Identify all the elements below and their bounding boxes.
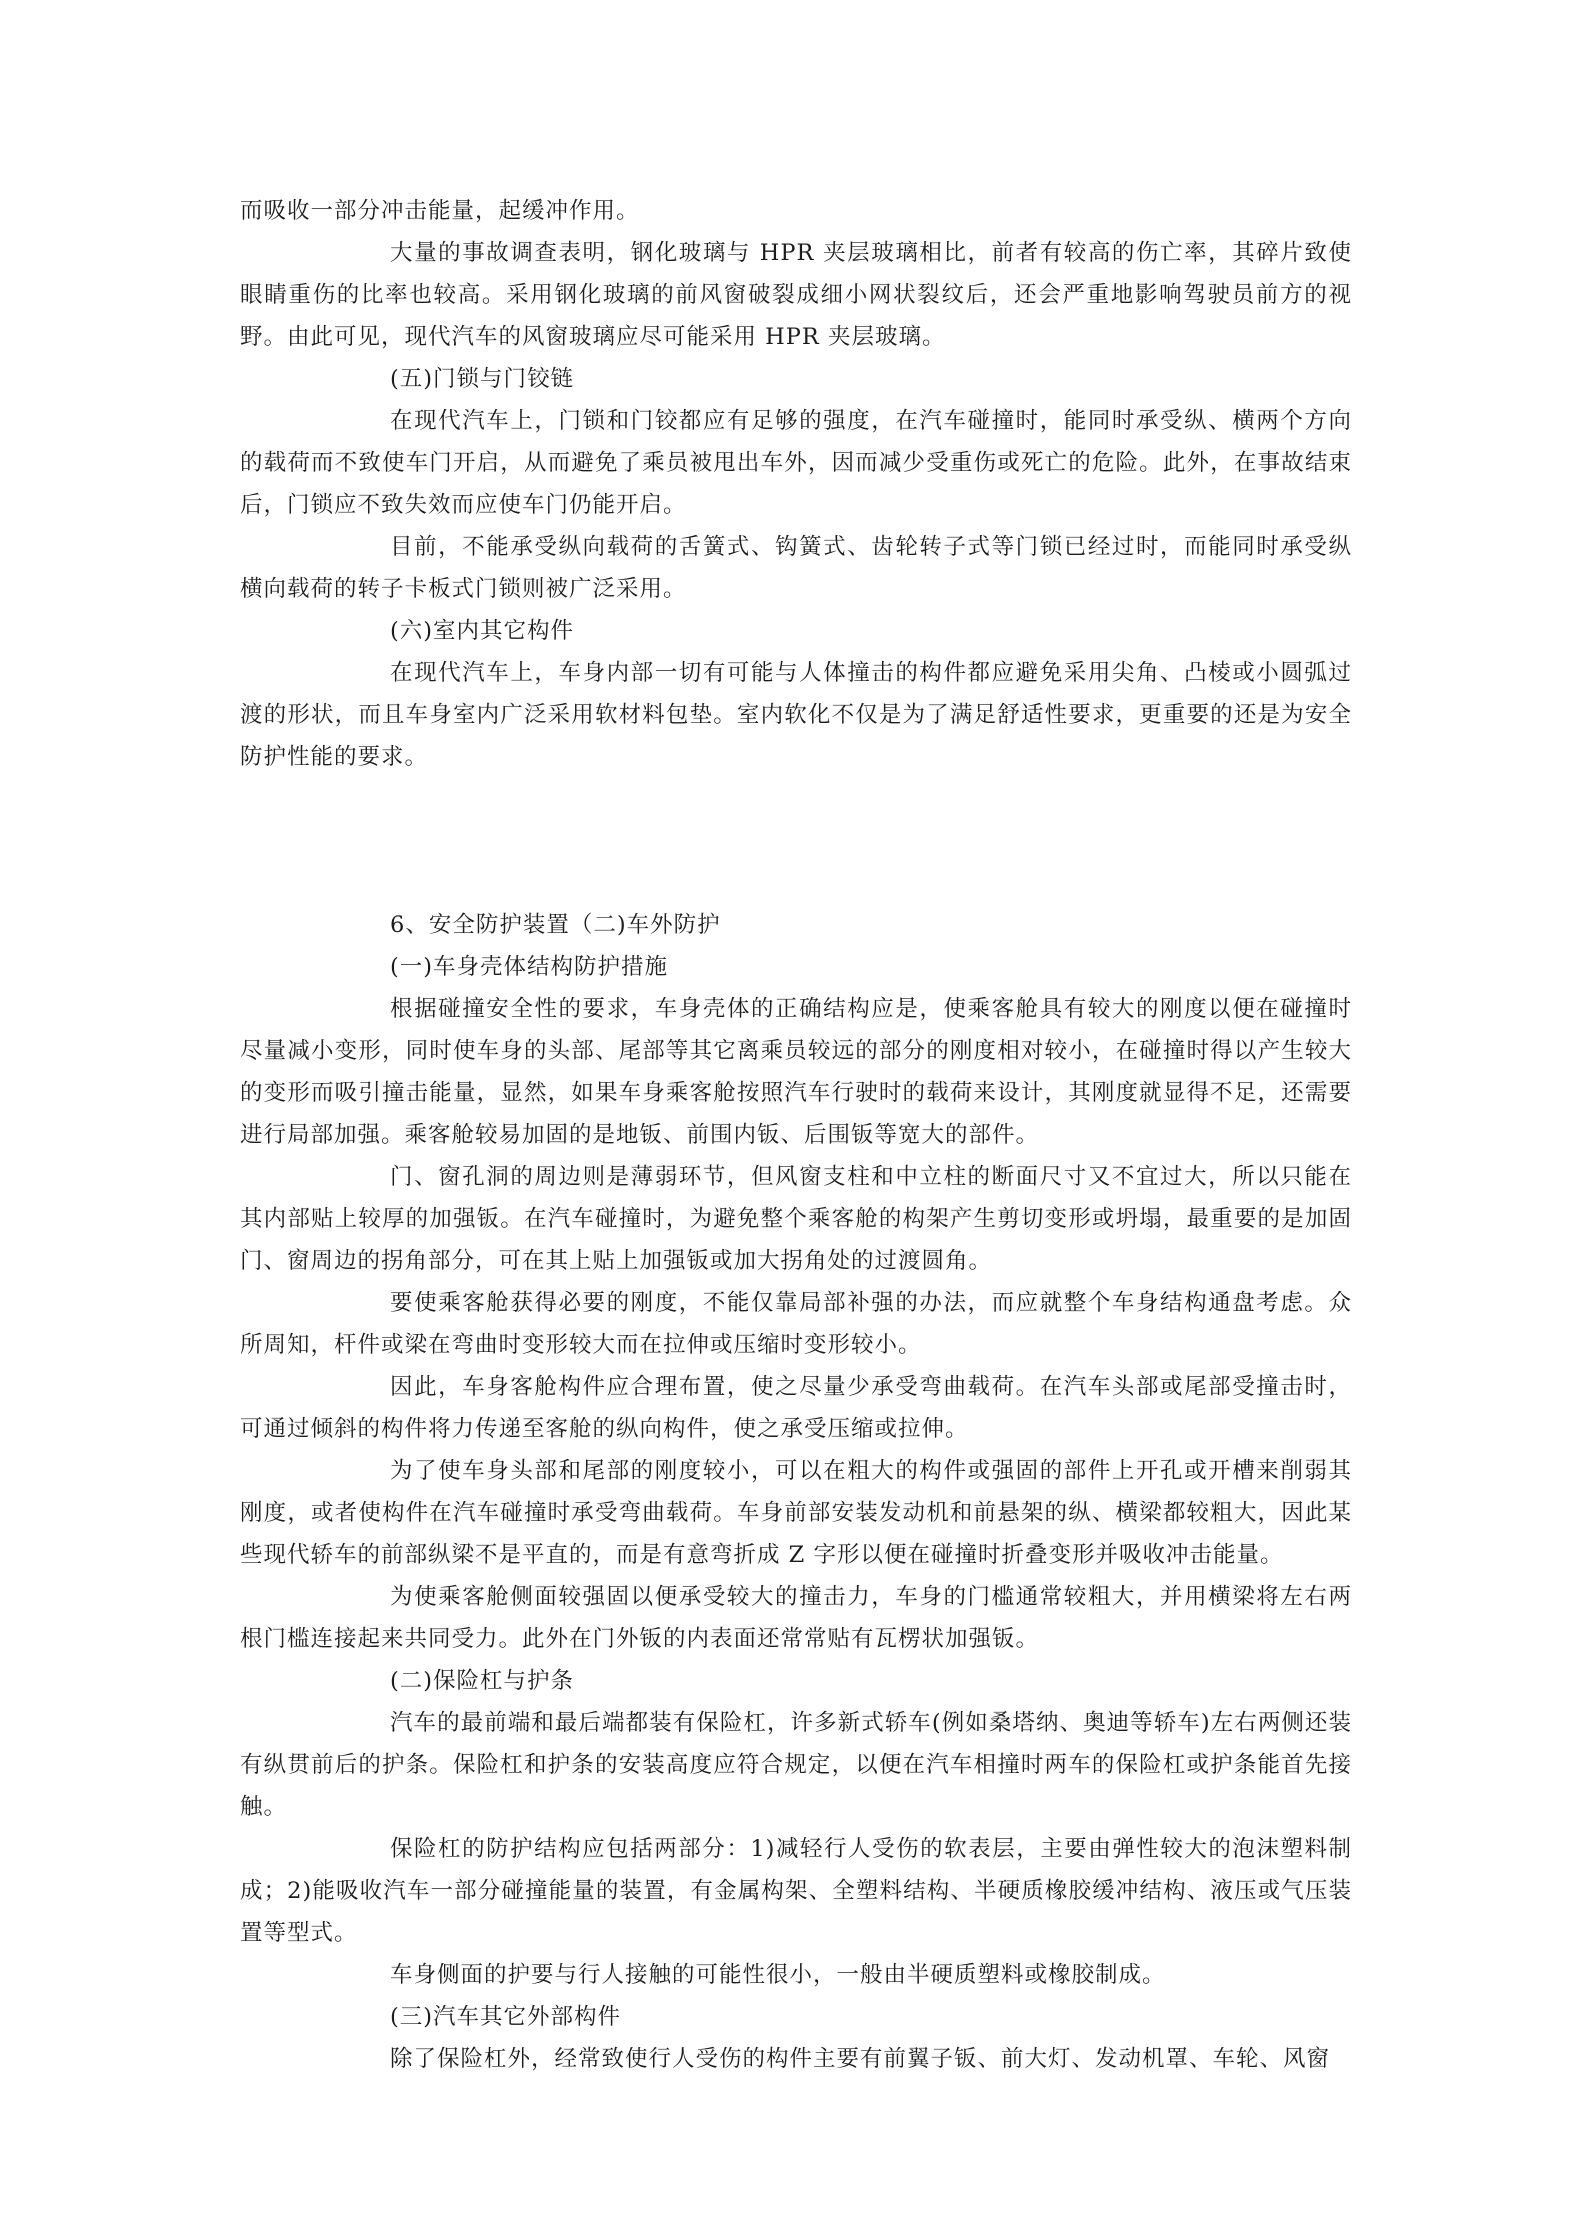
paragraph-cabin-rigidity: 要使乘客舱获得必要的刚度，不能仅靠局部补强的办法，而应就整个车身结构通盘考虑。众所周知，杆件或梁在弯曲时变形较大而在拉伸或压缩时变形较小。 (240, 1290, 1352, 1358)
paragraph-member-layout: 因此，车身客舱构件应合理布置，使之尽量少承受弯曲载荷。在汽车头部或尾部受撞击时，可通过倾斜的构件将力传递至客舱的纵向构件，使之承受压缩或拉伸。 (240, 1374, 1352, 1442)
paragraph-interior-parts: 在现代汽车上，车身内部一切有可能与人体撞击的构件都应避免采用尖角、凸棱或小圆弧过渡的形状，而且车身室内广泛采用软材料包垫。室内软化不仅是为了满足舒适性要求，更重要的还是为安全防护性能的要求。 (240, 660, 1352, 770)
paragraph-continuation: 而吸收一部分冲击能量，起缓冲作用。 (240, 198, 640, 224)
document-body (240, 190, 1352, 2080)
paragraph-door-window-openings: 门、窗孔洞的周边则是薄弱环节，但风窗支柱和中立柱的断面尺寸又不宜过大，所以只能在其内部贴上较厚的加强钣。在汽车碰撞时，为避免整个乘客舱的构架产生剪切变形或坍塌，最重要的是加固门、窗周边的拐角部分，可在其上贴上加强钣或加大拐角处的过渡圆角。 (240, 1164, 1352, 1274)
paragraph-body-shell: 根据碰撞安全性的要求，车身壳体的正确结构应是，使乘客舱具有较大的刚度以便在碰撞时尽量减小变形，同时使车身的头部、尾部等其它离乘员较远的部分的刚度相对较小，在碰撞时得以产生较大的变形而吸引撞击能量，显然，如果车身乘客舱按照汽车行驶时的载荷来设计，其刚度就显得不足，还需要进行局部加强。乘客舱较易加固的是地钣、前围内钣、后围钣等宽大的部件。 (240, 996, 1352, 1148)
paragraph-side-sills: 为使乘客舱侧面较强固以便承受较大的撞击力，车身的门槛通常较粗大，并用横梁将左右两根门槛连接起来共同受力。此外在门外钣的内表面还常常贴有瓦楞状加强钣。 (240, 1584, 1352, 1652)
heading-bumpers: (二)保险杠与护条 (390, 1668, 575, 1694)
paragraph-glass-safety: 大量的事故调查表明，钢化玻璃与 HPR 夹层玻璃相比，前者有较高的伤亡率，其碎片致使眼睛重伤的比率也较高。采用钢化玻璃的前风窗破裂成细小网状裂纹后，还会严重地影响驾驶员前方的视野。由此可见，现代汽车的风窗玻璃应尽可能采用 HPR 夹层玻璃。 (240, 240, 1352, 350)
paragraph-other-exterior-parts: 除了保险杠外，经常致使行人受伤的构件主要有前翼子钣、前大灯、发动机罩、车轮、风窗 (390, 2046, 1331, 2072)
paragraph-door-locks: 在现代汽车上，门锁和门铰都应有足够的强度，在汽车碰撞时，能同时承受纵、横两个方向的载荷而不致使车门开启，从而避免了乘员被甩出车外，因而减少受重伤或死亡的危险。此外，在事故结束后，门锁应不致失效而应使车门仍能开启。 (240, 408, 1352, 518)
heading-interior-parts: (六)室内其它构件 (390, 618, 575, 644)
heading-other-exterior-parts: (三)汽车其它外部构件 (390, 2004, 622, 2030)
section-title: 6、安全防护装置（二)车外防护 (390, 912, 721, 938)
section-gap (240, 778, 1352, 904)
heading-body-shell: (一)车身壳体结构防护措施 (390, 954, 669, 980)
paragraph-bumper-structure: 保险杠的防护结构应包括两部分：1)减轻行人受伤的软表层，主要由弹性较大的泡沫塑料制成；2)能吸收汽车一部分碰撞能量的装置，有金属构架、全塑料结构、半硬质橡胶缓冲结构、液压或气压装置等型式。 (240, 1836, 1352, 1946)
paragraph-side-guards: 车身侧面的护要与行人接触的可能性很小，一般由半硬质塑料或橡胶制成。 (390, 1962, 1166, 1988)
paragraph-bumpers: 汽车的最前端和最后端都装有保险杠，许多新式轿车(例如桑塔纳、奥迪等轿车)左右两侧还装有纵贯前后的护条。保险杠和护条的安装高度应符合规定，以便在汽车相撞时两车的保险杠或护条能首先接触。 (240, 1710, 1352, 1820)
paragraph-lock-types: 目前，不能承受纵向载荷的舌簧式、钩簧式、齿轮转子式等门锁已经过时，而能同时承受纵横向载荷的转子卡板式门锁则被广泛采用。 (240, 534, 1352, 602)
paragraph-crumple-zones: 为了使车身头部和尾部的刚度较小，可以在粗大的构件或强固的部件上开孔或开槽来削弱其刚度，或者使构件在汽车碰撞时承受弯曲载荷。车身前部安装发动机和前悬架的纵、横梁都较粗大，因此某些现代轿车的前部纵梁不是平直的，而是有意弯折成 Z 字形以便在碰撞时折叠变形并吸收冲击能量。 (240, 1458, 1352, 1568)
heading-door-locks: (五)门锁与门铰链 (390, 366, 575, 392)
